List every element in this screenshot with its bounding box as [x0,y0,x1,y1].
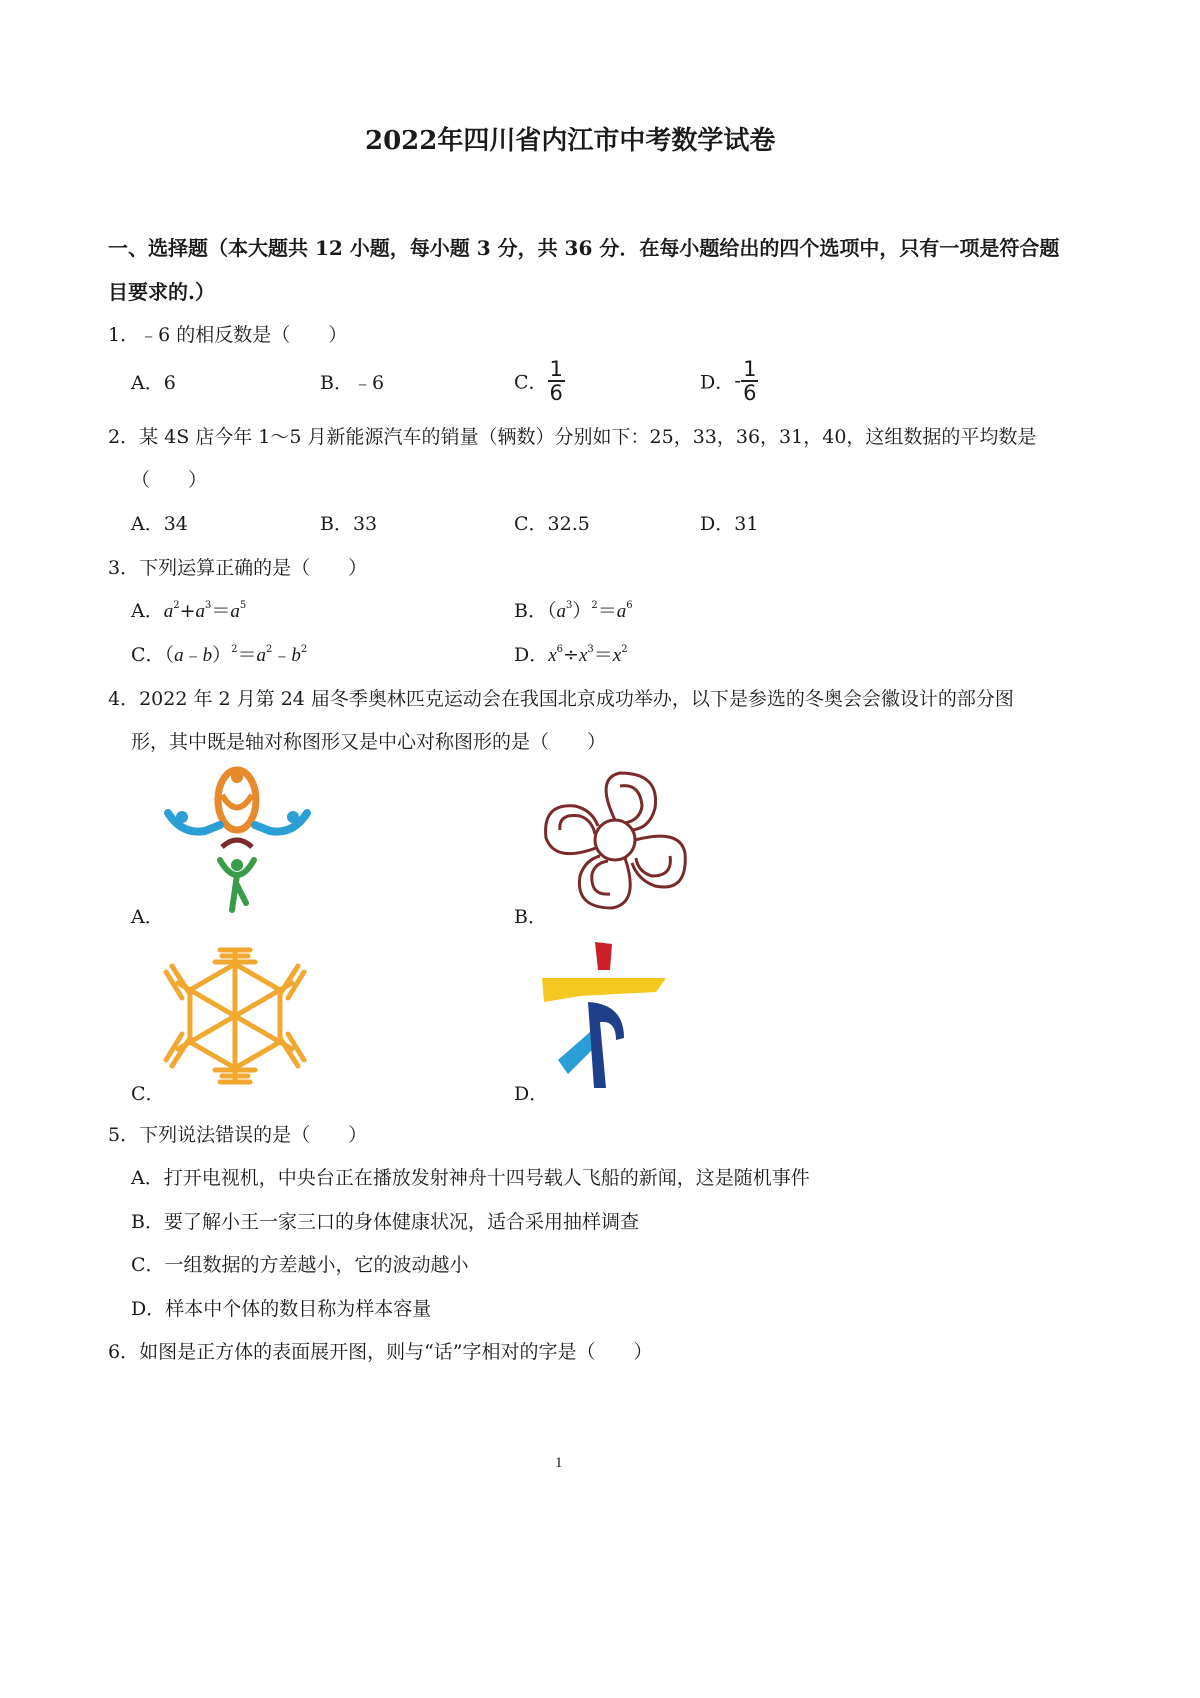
question-6-stem: 6．如图是正方体的表面展开图，则与“话”字相对的字是（ ） [108,1341,653,1363]
emblem-b-inner-4 [560,816,595,834]
question-2-stem-cont: （ ） [131,469,208,491]
q2-option-c: C．32.5 [514,513,590,535]
q3-option-a: A．$a^2+a^3=a^5$ [131,600,247,622]
fraction [548,358,565,404]
minus-sign: - [734,370,742,393]
question-4-stem: 4．2022 年 2 月第 24 届冬季奥林匹克运动会在我国北京成功举办，以下是参选的冬奥会会徽设计的部分图 [108,688,1014,710]
q2-option-b: B．33 [320,513,378,535]
q5-option-d: D．样本中个体的数目称为样本容量 [131,1298,432,1320]
numerator: 1 [549,357,563,381]
emblem-d-blue-strip [558,1032,594,1074]
q1-option-c [514,358,565,404]
section-heading: 一、选择题（本大题共 12 小题，每小题 3 分，共 36 分．在每小题给出的四个选项中，只有一项是符合题 [108,236,1060,260]
emblem-d-yellow-band [542,978,666,1002]
emblem-a-blue-left [168,813,220,832]
section-heading-cont: 目要求的.） [108,280,215,304]
q3-option-c-label: C． [131,644,165,666]
emblem-b-center-ring [595,820,635,860]
question-1-stem: 1．﹣6 的相反数是（ ） [108,324,348,346]
emblem-a-figure [160,765,315,915]
q3-option-b-label: B． [514,600,547,622]
emblem-d-navy-hook [588,1002,624,1088]
emblem-d-figure [540,940,670,1092]
page-title: 2022年四川省内江市中考数学试卷 [365,126,776,156]
q4-option-a: A． [131,906,164,928]
q2-option-a: A．34 [131,513,188,535]
q1-option-b: B．﹣6 [320,372,385,394]
q4-option-c: C． [131,1083,165,1105]
q3-option-d: D．$x^6\div x^3=x^2$ [514,644,628,666]
q5-option-b: B．要了解小王一家三口的身体健康状况，适合采用抽样调查 [131,1211,639,1233]
q5-option-c: C．一组数据的方差越小，它的波动越小 [131,1254,469,1276]
q1-option-d [700,358,758,404]
emblem-a-blue-left-head [176,811,188,823]
question-5-stem: 5．下列说法错误的是（ ） [108,1124,368,1146]
emblem-b-inner-1 [620,786,642,823]
fraction [741,358,758,404]
emblem-b-petal-3 [579,856,630,908]
q3-option-c: C．$(a﹣b)^2=a^2﹣b^2$ [131,644,308,666]
q1-option-d-label: D． [700,371,735,394]
emblem-a-green-head [231,859,243,871]
emblem-b-petal-4 [546,806,598,854]
emblem-b-inner-3 [592,861,610,894]
q1-option-c-label: C． [514,371,548,394]
question-3-stem: 3．下列运算正确的是（ ） [108,557,368,579]
emblem-b-figure [540,768,690,913]
emblem-a-maroon-arc [222,840,252,847]
q1-option-a: A．6 [131,372,176,394]
denominator: 6 [743,381,757,406]
emblem-a-blue-right [255,813,307,832]
question-4-stem-cont: 形，其中既是轴对称图形又是中心对称图形的是（ ） [131,731,607,753]
emblem-b-petal-2 [632,836,685,887]
emblem-c-top-ornament [215,950,255,962]
q3-option-b: B．$(a^3)^2=a^6$ [514,600,633,622]
numerator: 1 [743,357,757,381]
emblem-d-red-block [595,942,612,970]
emblem-c-figure [160,942,310,1090]
q2-option-d: D．31 [700,513,759,535]
q3-option-d-label: D． [514,644,549,666]
denominator: 6 [549,381,563,406]
q4-option-d: D． [514,1083,549,1105]
question-2-stem: 2．某 4S 店今年 1～5 月新能源汽车的销量（辆数）分别如下：25，33，36，31，40，这组数据的平均数是 [108,426,1037,448]
emblem-a-orange-body [222,795,252,808]
emblem-c-bottom-ornament [215,1070,255,1082]
emblem-a-blue-right-head [287,811,299,823]
page-number: 1 [555,1455,563,1471]
q3-option-a-label: A． [131,600,164,622]
emblem-b-inner-2 [636,856,670,876]
q5-option-a: A．打开电视机，中央台正在播放发射神舟十四号载人飞船的新闻，这是随机事件 [131,1167,810,1189]
q4-option-b: B． [514,906,547,928]
emblem-a-orange-dot [231,771,243,783]
